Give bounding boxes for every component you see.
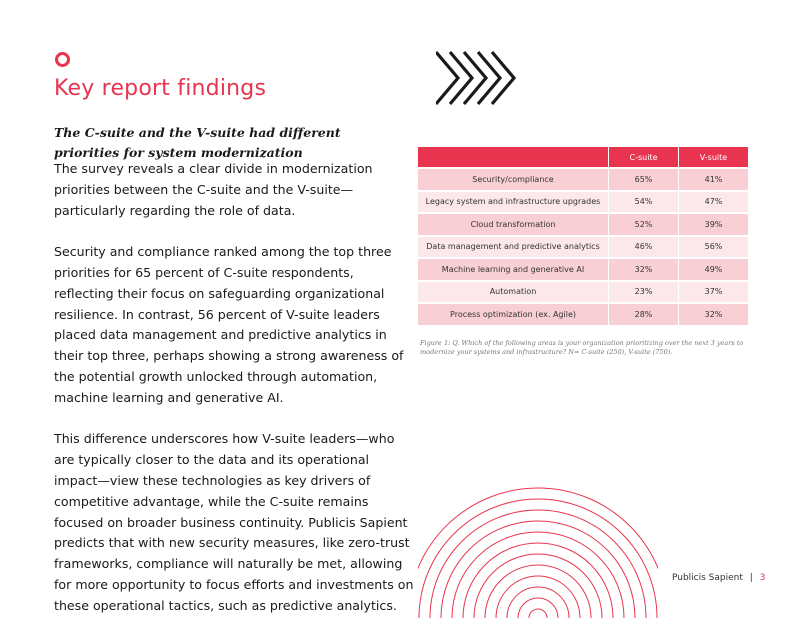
header-cell-category xyxy=(418,147,608,167)
row-label: Cloud transformation xyxy=(418,214,608,235)
table-row xyxy=(418,259,748,280)
page-footer xyxy=(672,573,765,583)
row-label: Legacy system and infrastructure upgrades xyxy=(418,192,608,213)
c-suite-value: 32% xyxy=(608,259,678,280)
c-suite-value: 28% xyxy=(608,304,678,325)
page-title: Key report findings xyxy=(54,76,267,101)
table-row xyxy=(418,169,748,190)
v-suite-value: 39% xyxy=(678,214,748,235)
c-suite-value: 65% xyxy=(608,169,678,190)
ring-icon xyxy=(55,52,70,67)
v-suite-value: 37% xyxy=(678,282,748,303)
chevrons-decoration xyxy=(436,50,516,108)
table-row xyxy=(418,282,748,303)
header-cell-v-suite: V-suite xyxy=(678,147,748,167)
row-label: Process optimization (ex. Agile) xyxy=(418,304,608,325)
brand-name: Publicis Sapient xyxy=(672,573,743,583)
table-header-row xyxy=(418,147,748,167)
table-row xyxy=(418,304,748,325)
header-cell-c-suite: C-suite xyxy=(608,147,678,167)
table-row xyxy=(418,214,748,235)
footer-separator: | xyxy=(749,573,753,583)
v-suite-value: 47% xyxy=(678,192,748,213)
row-label: Security/compliance xyxy=(418,169,608,190)
v-suite-value: 32% xyxy=(678,304,748,325)
c-suite-value: 52% xyxy=(608,214,678,235)
body-paragraph: This difference underscores how V-suite leaders—who are typically closer to the data and its operational impact—view these technologies as key drivers of competitive advantage, while the C-suite remains focused on broader business continuity. Publicis Sapient predicts that with new security measures, like zero-trust frameworks, compliance will naturally be met, allowing for more opportunity to focus efforts and investments on these operational tactics, such as predictive analytics. xyxy=(54,431,414,613)
concentric-arcs-decoration xyxy=(418,478,658,618)
table-row xyxy=(418,237,748,258)
section-subheading: The C-suite and the V-suite had different priorities for system modernization xyxy=(54,125,341,160)
v-suite-value: 49% xyxy=(678,259,748,280)
row-label: Automation xyxy=(418,282,608,303)
figure-caption: Figure 1: Q. Which of the following areas is your organization prioritizing over the next 3 years to modernize your systems and infrastructure? N= C-suite (250), V-suite (750). xyxy=(420,339,744,356)
table-row xyxy=(418,192,748,213)
row-label: Machine learning and generative AI xyxy=(418,259,608,280)
v-suite-value: 56% xyxy=(678,237,748,258)
body-paragraph: Security and compliance ranked among the top three priorities for 65 percent of C-suite respondents, reflecting their focus on safeguarding organizational resilience. In contrast, 56 percent of V-suite leaders placed data management and predictive analytics in their top three, perhaps showing a strong awareness of the potential growth unlocked through automation, machine learning and generative AI. xyxy=(54,244,404,405)
c-suite-value: 23% xyxy=(608,282,678,303)
row-label: Data management and predictive analytics xyxy=(418,237,608,258)
body-paragraph: The survey reveals a clear divide in modernization priorities between the C-suite and the V-suite—particularly regarding the role of data. xyxy=(54,161,373,218)
priorities-table xyxy=(418,145,748,327)
body-text xyxy=(54,159,414,637)
v-suite-value: 41% xyxy=(678,169,748,190)
c-suite-value: 54% xyxy=(608,192,678,213)
c-suite-value: 46% xyxy=(608,237,678,258)
page-number: 3 xyxy=(759,573,766,583)
